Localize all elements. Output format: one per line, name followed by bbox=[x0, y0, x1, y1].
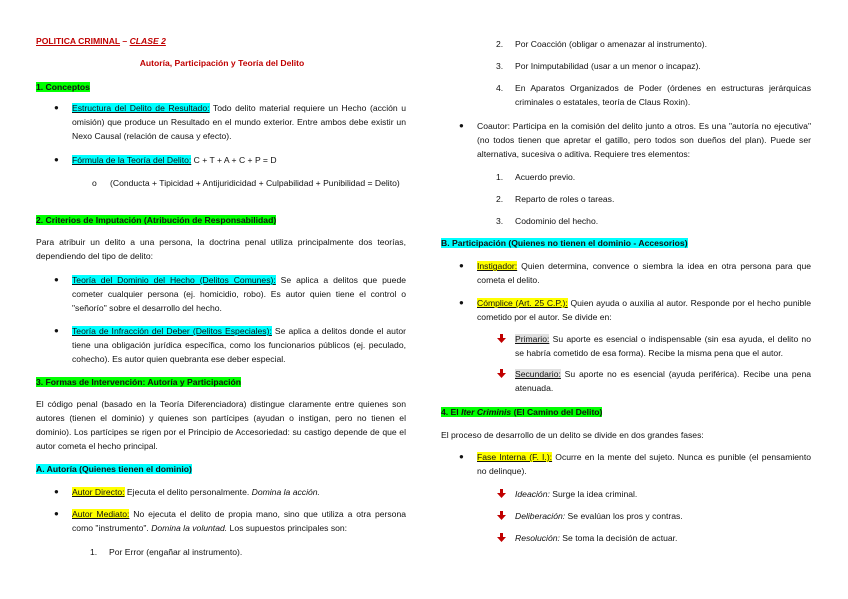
supuesto-item: Por Inimputabilidad (usar a un menor o incapaz). bbox=[515, 61, 701, 71]
primario-paragraph: Primario: Su aporte es esencial o indispensable (sin esa ayuda, el delito no se habría cometido de esa forma). Recibe la misma pena que el autor. bbox=[515, 334, 811, 358]
elemento-item: Codominio del hecho. bbox=[515, 216, 599, 226]
supuesto-item: Por Coacción (obligar o amenazar al instrumento). bbox=[515, 39, 708, 49]
section-heading-conceptos: 1. Conceptos bbox=[36, 82, 90, 92]
section-heading-autoria: A. Autoría (Quienes tienen el dominio) bbox=[36, 464, 192, 474]
arrow-down-icon bbox=[497, 369, 506, 378]
stage-ideacion: Ideación: Surge la idea criminal. bbox=[515, 489, 638, 499]
bullet-icon: ● bbox=[459, 298, 464, 307]
infraccion-paragraph: Teoría de Infracción del Deber (Delitos Especiales): Se aplica a delitos donde el autor tiene una obligación jurídica específica, como los funcionarios públicos (ej. peculado, cohecho). Es autor quien quebranta ese deber especial. bbox=[72, 326, 406, 364]
iter-intro: El proceso de desarrollo de un delito se divide en dos grandes fases: bbox=[441, 430, 704, 440]
sub-bullet-icon: o bbox=[92, 178, 97, 188]
list-number: 3. bbox=[496, 61, 504, 71]
coautor-paragraph: Coautor: Participa en la comisión del delito junto a otros. Es una "autoría no ejecutiva" (no todos tienen que apretar el gatillo, pero todos son dueños del plan). Puede ser alternativa, sucesiva o aditiva. Requiere tres elementos: bbox=[477, 121, 811, 159]
secundario-paragraph: Secundario: Su aporte no es esencial (ayuda periférica). Recibe una pena atenuada. bbox=[515, 369, 811, 393]
supuesto-item: Por Error (engañar al instrumento). bbox=[109, 547, 243, 557]
arrow-down-icon bbox=[497, 334, 506, 343]
bullet-icon: ● bbox=[459, 452, 464, 461]
section-heading-criterios: 2. Criterios de Imputación (Atribución de Responsabilidad) bbox=[36, 215, 277, 225]
supuesto-item: En Aparatos Organizados de Poder (órdenes en estructuras jerárquicas criminales o estatales, teoría de Claus Roxin). bbox=[515, 83, 811, 107]
instigador-paragraph: Instigador: Quien determina, convence o siembra la idea en otra persona para que cometa el delito. bbox=[477, 261, 811, 285]
bullet-icon: ● bbox=[54, 275, 59, 284]
bullet-icon: ● bbox=[54, 155, 59, 164]
section-heading-formas: 3. Formas de Intervención: Autoría y Participación bbox=[36, 377, 242, 387]
complice-paragraph: Cómplice (Art. 25 C.P.): Quien ayuda o auxilia al autor. Responde por el hecho punible cometido por el autor. Se divide en: bbox=[477, 298, 811, 322]
estructura-paragraph: Estructura del Delito de Resultado: Todo delito material requiere un Hecho (acción u omisión) que produce un Resultado en el mundo exterior. Entre ambos debe existir un Nexo Causal (relación de causa y efecto). bbox=[72, 103, 406, 141]
formula-explanation: (Conducta + Tipicidad + Antijuridicidad + Culpabilidad + Punibilidad = Delito) bbox=[110, 178, 400, 188]
elemento-item: Reparto de roles o tareas. bbox=[515, 194, 615, 204]
list-number: 3. bbox=[496, 216, 504, 226]
stage-resolucion: Resolución: Se toma la decisión de actuar. bbox=[515, 533, 678, 543]
autor-directo-paragraph: Autor Directo: Ejecuta el delito personalmente. Domina la acción. bbox=[72, 487, 320, 497]
bullet-icon: ● bbox=[54, 509, 59, 518]
bullet-icon: ● bbox=[459, 261, 464, 270]
list-number: 4. bbox=[496, 83, 504, 93]
bullet-icon: ● bbox=[54, 487, 59, 496]
document-subtitle: Autoría, Participación y Teoría del Delito bbox=[139, 58, 305, 68]
document-header: POLITICA CRIMINAL – CLASE 2 bbox=[36, 36, 166, 46]
bullet-icon: ● bbox=[54, 326, 59, 335]
list-number: 1. bbox=[496, 172, 504, 182]
bullet-icon: ● bbox=[459, 121, 464, 130]
dominio-paragraph: Teoría del Dominio del Hecho (Delitos Comunes): Se aplica a delitos que puede cometer cualquier persona (ej. homicidio, robo). Es autor quien tiene el control o "señorío" sobre el desarrollo del hecho. bbox=[72, 275, 406, 313]
arrow-down-icon bbox=[497, 489, 506, 498]
stage-deliberacion: Deliberación: Se evalúan los pros y contras. bbox=[515, 511, 683, 521]
arrow-down-icon bbox=[497, 511, 506, 520]
bullet-icon: ● bbox=[54, 103, 59, 112]
autor-mediato-paragraph: Autor Mediato: No ejecuta el delito de propia mano, sino que utiliza a otra persona como "instrumento". Domina la voluntad. Los supuestos principales son: bbox=[72, 509, 406, 533]
class-label: CLASE 2 bbox=[129, 36, 166, 46]
elemento-item: Acuerdo previo. bbox=[515, 172, 576, 182]
section-heading-participacion: B. Participación (Quienes no tienen el dominio - Accesorios) bbox=[441, 238, 688, 248]
arrow-down-icon bbox=[497, 533, 506, 542]
formas-intro: El código penal (basado en la Teoría Diferenciadora) distingue claramente entre quienes son autores (tienen el dominio) y quienes son partícipes (ayudan o instigan, pero no tienen el dominio). Los partícipes se rigen por el Principio de Accesoriedad: su castigo depende de que el autor cometa el hecho principal. bbox=[36, 399, 406, 451]
course-title: POLITICA CRIMINAL bbox=[36, 36, 121, 46]
list-number: 2. bbox=[496, 39, 504, 49]
list-number: 1. bbox=[90, 547, 98, 557]
criterios-intro: Para atribuir un delito a una persona, la doctrina penal utiliza principalmente dos teorías, dependiendo del tipo de delito: bbox=[36, 237, 406, 261]
fase-interna-paragraph: Fase Interna (F. I.): Ocurre en la mente del sujeto. Nunca es punible (el pensamiento no delinque). bbox=[477, 452, 812, 476]
formula-paragraph: Fórmula de la Teoría del Delito: C + T + A + C + P = D bbox=[72, 155, 277, 165]
section-heading-iter-criminis: 4. El Iter Criminis (El Camino del Delito) bbox=[441, 407, 603, 417]
list-number: 2. bbox=[496, 194, 504, 204]
